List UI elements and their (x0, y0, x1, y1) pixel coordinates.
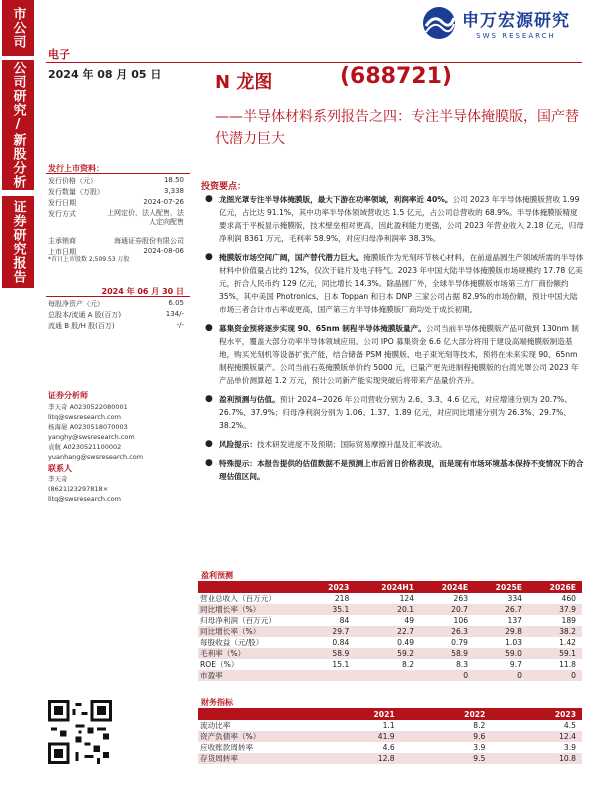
table-cell: 3.9 (401, 742, 492, 753)
table-row (198, 670, 582, 681)
table-cell: 59.0 (474, 648, 528, 659)
table-cell: 1.1 (310, 720, 401, 731)
table-header-cell: 2023 (491, 708, 582, 720)
forecast-table (198, 581, 582, 681)
table-row (198, 720, 582, 731)
info-row (48, 176, 184, 186)
table-cell: 资产负债率（%） (198, 731, 310, 742)
contact-line: litq@swsresearch.com (48, 495, 121, 503)
table-cell: 流动比率 (198, 720, 310, 731)
table-cell: 8.2 (355, 659, 420, 670)
table-cell: 3.9 (491, 742, 582, 753)
point-text (219, 457, 585, 483)
issue-info-title: 发行上市资料： (48, 164, 104, 173)
info-value: 18.50 (163, 176, 184, 184)
table-header-cell: 2024E (420, 581, 474, 593)
left-vertical-bar (0, 0, 36, 800)
table-cell: 20.1 (355, 604, 420, 615)
table-header-row (198, 581, 582, 593)
table-cell: 9.7 (474, 659, 528, 670)
table-cell: 9.5 (401, 753, 492, 764)
table-header-cell: 2025E (474, 581, 528, 593)
table-cell: 8.3 (420, 659, 474, 670)
table-cell: 0 (420, 670, 474, 681)
contact-line: yuanhang@swsresearch.com (48, 453, 144, 461)
table-cell: 毛利率（%） (198, 648, 310, 659)
info-key: 上市日期 (48, 248, 76, 256)
table-cell: 同比增长率（%） (198, 626, 310, 637)
investment-points-list (205, 193, 585, 489)
investment-points-title: 投资要点： (201, 182, 247, 192)
contact-line: litq@swsresearch.com (48, 413, 121, 421)
table-cell: 12.8 (310, 753, 401, 764)
bullet-icon: ● (205, 194, 213, 204)
table-cell: 189 (528, 615, 582, 626)
table-cell: 137 (474, 615, 528, 626)
contact-line: yanghy@swsresearch.com (48, 433, 135, 441)
table-cell: 41.9 (310, 731, 401, 742)
bullet-icon: ● (205, 458, 213, 468)
table-cell: 58.9 (420, 648, 474, 659)
contact-line: 杨海晏 A0230518070003 (48, 423, 128, 431)
investment-point (205, 393, 585, 432)
table-header-cell: 2024H1 (355, 581, 420, 593)
info-row (48, 321, 184, 331)
table-cell: 0 (528, 670, 582, 681)
report-subtitle: ——半导体材料系列报告之四：专注半导体掩膜版，国产替代潜力巨大 (215, 109, 579, 147)
header-divider (46, 62, 582, 63)
table-row (198, 604, 582, 615)
info-row (48, 310, 184, 320)
point-text (219, 322, 585, 387)
contact-line: (8621)23297818× (48, 485, 109, 493)
point-heading: 特殊提示：本报告提供的估值数据不是预测上市后首日价格表现，而是现有市场环境基本保持不变情况下的合理估值区间。 (219, 459, 584, 481)
table-cell: 35.1 (310, 604, 355, 615)
table-row (198, 648, 582, 659)
table-cell: 9.6 (401, 731, 492, 742)
financial-divider (46, 296, 190, 297)
point-body: 公司 2023 年半导体掩膜版营收 1.99 亿元，占比达 91.1%，其中功率半导体领域营收达 1.5 亿元，占公司总营收的 68.9%。半导体掩膜版精度要求高于平板显示掩膜版，技术壁垒相对更高，因此盈利能力更强，公司 2023 年营业收入 2.18 亿元，归母净利润 8361 万元，毛利率 58.9%，对应归母净利润率 38.3%。 (219, 195, 584, 243)
table-cell: 334 (474, 593, 528, 604)
info-key: 总股本/流通 A 股(百万) (48, 311, 122, 319)
stock-code: (688721) (340, 64, 452, 89)
info-value: -/- (176, 321, 184, 329)
sidebar-block-company: 市公司 (2, 0, 34, 56)
table-cell: ROE（%） (198, 659, 310, 670)
point-text (219, 438, 447, 451)
qr-code (48, 700, 112, 764)
contact-line: 李天奇 (48, 475, 68, 483)
table-cell: 1.42 (528, 637, 582, 648)
info-key: 发行日期 (48, 199, 76, 207)
table-cell: 8.2 (401, 720, 492, 731)
table-header-cell: 2021 (310, 708, 401, 720)
analyst-contacts (48, 402, 143, 504)
table-cell: 49 (355, 615, 420, 626)
point-body: 技术研发进度不及预期；国际贸易摩擦升温及汇率波动。 (256, 440, 447, 449)
investment-point (205, 322, 585, 387)
stock-name: N 龙图 (215, 72, 273, 93)
table-row (198, 637, 582, 648)
info-row (48, 299, 184, 309)
info-key: 发行价格（元） (48, 177, 97, 185)
contact-line: 袁航 A0230521100002 (48, 443, 122, 451)
info-value: 上网定价，法人配售，法人定向配售 (107, 209, 184, 226)
sector-label: 电子 (48, 48, 70, 61)
point-body: 公司当前半导体掩膜版产品可做到 130nm 制程水平，覆盖大部分功率半导体领域应用。公司 IPO 募集资金 6.6 亿大部分将用于建设高端掩膜版制造基地，购买光刻机等设备扩张产能，结合储备 PSM 掩膜版、电子束光刻等技术，预将在未来实现 90、65nm 制程掩膜版量产。公司当前石英掩膜版单价约 5000 元，已量产更先进制程掩膜版的台湾光罩公司 2023 年产品单价测算超 1.2 万元，预计公司新产能实现突破后将带来产品量价齐升。 (219, 324, 579, 385)
info-key: 每股净资产（元） (48, 300, 104, 308)
table-cell (310, 670, 355, 681)
info-key: 发行数量（万股） (48, 188, 104, 196)
table-cell: 15.1 (310, 659, 355, 670)
point-heading: 盈利预测与估值。 (219, 395, 280, 404)
ratios-table (198, 708, 582, 764)
table-row (198, 615, 582, 626)
table-row (198, 731, 582, 742)
info-value: 134/- (165, 310, 184, 318)
table-cell: 59.2 (355, 648, 420, 659)
point-text (219, 251, 585, 316)
table-cell: 38.2 (528, 626, 582, 637)
table-cell: 460 (528, 593, 582, 604)
analyst-title: 证券分析师 (48, 391, 88, 400)
ratios-table-title: 财务指标 (201, 698, 233, 707)
table-row (198, 593, 582, 604)
point-heading: 风险提示： (219, 440, 257, 449)
table-cell: 26.3 (420, 626, 474, 637)
table-cell: 124 (355, 593, 420, 604)
point-text (219, 193, 585, 245)
table-cell: 106 (420, 615, 474, 626)
info-key: 流通 B 股/H 股(百万) (48, 322, 115, 330)
table-header-cell: 2023 (310, 581, 355, 593)
info-row (48, 187, 184, 197)
table-cell: 59.1 (528, 648, 582, 659)
sidebar-block-category: 公司研究/新股分析 (2, 60, 34, 190)
forecast-table-title: 盈利预测 (201, 571, 233, 580)
table-cell: 同比增长率（%） (198, 604, 310, 615)
bullet-icon: ● (205, 252, 213, 262)
table-cell: 12.4 (491, 731, 582, 742)
table-cell: 0 (474, 670, 528, 681)
issue-note: *首日上市股数 2,509.53 万股 (48, 256, 130, 263)
point-text (219, 393, 585, 432)
contact-title: 联系人 (48, 464, 72, 473)
info-value: 2024-07-26 (143, 198, 184, 206)
logo-text-cn: 申万宏源研究 (462, 11, 570, 31)
bullet-icon: ● (205, 439, 213, 449)
bullet-icon: ● (205, 394, 213, 404)
financial-date-title: 2024 年 06 月 30 日 (101, 287, 184, 296)
info-value: 2024-08-06 (143, 247, 184, 255)
table-row (198, 659, 582, 670)
table-cell: 84 (310, 615, 355, 626)
investment-point (205, 457, 585, 483)
investment-point (205, 438, 585, 451)
logo-wave-icon (422, 6, 456, 40)
table-cell: 0.79 (420, 637, 474, 648)
table-row (198, 626, 582, 637)
brand-logo (422, 6, 570, 40)
info-row (48, 198, 184, 208)
table-header-cell: 2026E (528, 581, 582, 593)
table-cell: 263 (420, 593, 474, 604)
logo-text-en: SWS RESEARCH (476, 32, 556, 40)
table-cell: 26.7 (474, 604, 528, 615)
investment-point (205, 193, 585, 245)
table-header-cell (198, 581, 310, 593)
table-cell: 存货周转率 (198, 753, 310, 764)
table-cell: 市盈率 (198, 670, 310, 681)
table-cell: 37.9 (528, 604, 582, 615)
table-cell: 10.8 (491, 753, 582, 764)
table-cell: 1.03 (474, 637, 528, 648)
table-header-row (198, 708, 582, 720)
table-cell: 每股收益（元/股） (198, 637, 310, 648)
point-heading: 掩膜版市场空间广阔，国产替代潜力巨大。 (219, 253, 364, 262)
table-cell: 4.5 (491, 720, 582, 731)
table-cell: 4.6 (310, 742, 401, 753)
sidebar-block-report-type: 证券研究报告 (2, 196, 34, 288)
info-value: 6.05 (168, 299, 184, 307)
point-heading: 募集资金预将逐步实现 90、65nm 制程半导体掩膜版量产。 (219, 324, 426, 333)
table-cell: 0.84 (310, 637, 355, 648)
table-cell: 归母净利润（百万元） (198, 615, 310, 626)
table-cell: 0.49 (355, 637, 420, 648)
point-body: 预计 2024~2026 年公司营收分别为 2.6、3.3、4.6 亿元，对应增速分别为 20.7%、26.7%、37.9%；归母净利润分别为 1.06、1.37、1.89 亿元，对应同比增速分别为 26.3%、29.7%、38.2%。 (219, 395, 572, 430)
contact-line: 李天奇 A0230522080001 (48, 403, 128, 411)
info-row (48, 209, 184, 226)
info-value: 3,338 (163, 187, 184, 195)
table-cell: 22.7 (355, 626, 420, 637)
table-cell: 218 (310, 593, 355, 604)
point-body: 掩膜版作为光刻环节核心材料，在前道晶圆生产领域所需的半导体材料中价值量占比约 12%，仅次于硅片及电子特气。2023 年中国大陆半导体掩膜版市场规模约 17.78 亿美元，折合人民币约 129 亿元，同比增长 14.3%。除晶圆厂外，全球半导体掩膜版市场第三方厂商份额约 35%，其中美国 Photronics、日本 Toppan 和日本 DNP 三家公司占据 82.9%的市场份额，预计中国大陆市场三者合计市占率或更高，国产第三方半导体掩膜版厂商均处于成长初期。 (219, 253, 584, 314)
info-key: 主承销商 (48, 237, 76, 245)
table-cell: 11.8 (528, 659, 582, 670)
table-header-cell: 2022 (401, 708, 492, 720)
info-value: 海通证券股份有限公司 (114, 237, 184, 245)
table-cell: 应收账款周转率 (198, 742, 310, 753)
table-cell: 营业总收入（百万元） (198, 593, 310, 604)
table-header-cell (198, 708, 310, 720)
investment-point (205, 251, 585, 316)
table-row (198, 753, 582, 764)
point-heading: 龙图光罩专注半导体掩膜版，最大下游在功率领域，利润率近 40%。 (219, 195, 453, 204)
report-date: 2024 年 08 月 05 日 (48, 68, 162, 81)
bullet-icon: ● (205, 323, 213, 333)
table-cell: 20.7 (420, 604, 474, 615)
issue-info-divider (46, 173, 190, 174)
table-cell (355, 670, 420, 681)
table-cell: 58.9 (310, 648, 355, 659)
info-key: 发行方式 (48, 210, 76, 218)
table-row (198, 742, 582, 753)
table-cell: 29.7 (310, 626, 355, 637)
info-row (48, 236, 184, 246)
table-cell: 29.8 (474, 626, 528, 637)
